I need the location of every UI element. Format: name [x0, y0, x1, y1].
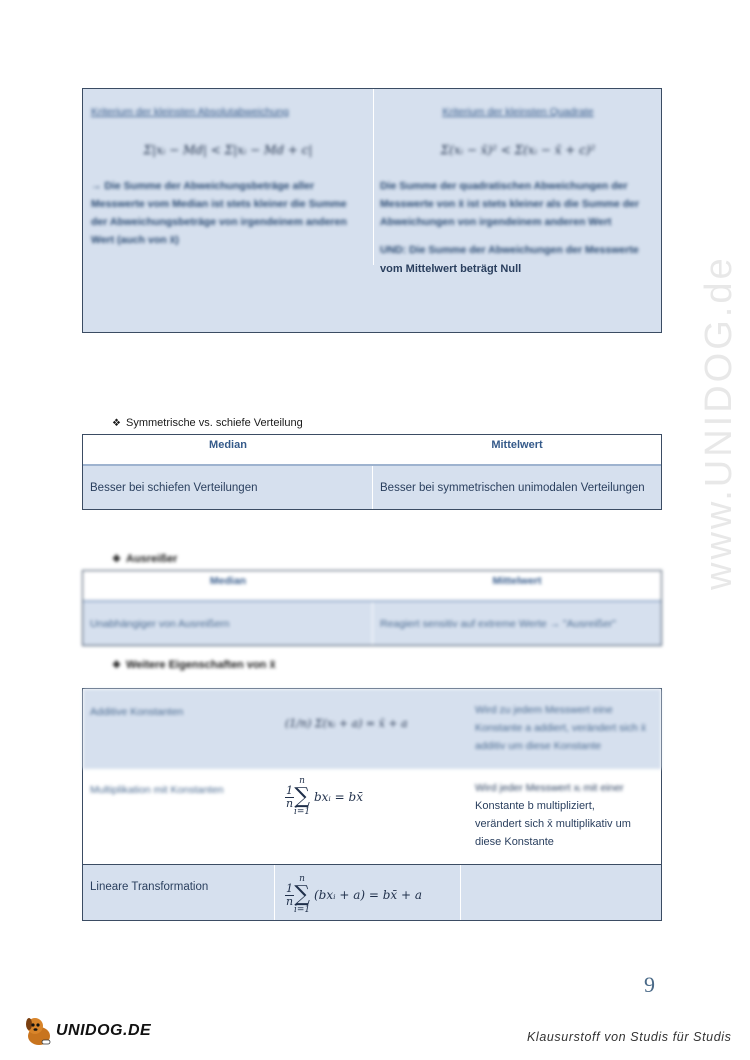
right-criterion-formula: Σ(xᵢ − x̄)² < Σ(xᵢ − x̄ + c)²: [440, 143, 596, 157]
bullet-ausreisser-text: Ausreißer: [126, 553, 178, 565]
sum-symbol: n ∑ i=1: [294, 874, 311, 915]
diamond-bullet-icon: ❖: [112, 660, 121, 671]
sum-symbol: n ∑ i=1: [294, 776, 311, 817]
ausreisser-cell-mittelwert: Reagiert sensitiv auf extreme Werte → "Ausreißer": [380, 618, 617, 630]
linear-label: Lineare Transformation: [83, 865, 275, 920]
multiplikation-formula: [281, 769, 461, 864]
footer-tagline: Klausurstoff von Studis für Studis: [527, 1030, 732, 1044]
criteria-table: [82, 88, 662, 333]
properties-table: [82, 688, 662, 921]
frac-1-over-n: $\frac{1}{n}$: [285, 881, 294, 908]
multiplikation-desc-line2: Konstante b multipliziert,: [475, 800, 595, 812]
properties-row-additive: [83, 689, 661, 769]
diamond-bullet-icon: ❖: [112, 418, 121, 429]
properties-row-linear: [83, 865, 661, 920]
multiplikation-formula-rhs: bxᵢ = bx̄: [313, 789, 363, 804]
left-blurred-block: [91, 103, 365, 249]
criteria-right-cell: [374, 89, 662, 332]
symmetric-table: [82, 434, 662, 510]
left-criterion-title: Kriterium der kleinsten Absolutabweichung: [91, 106, 289, 118]
multiplikation-desc-line3: verändert sich x̄ multiplikativ um: [475, 818, 631, 830]
multiplikation-formula-content: [285, 776, 363, 817]
frac-1-over-n: $\frac{1}{n}$: [285, 783, 294, 810]
right-criterion-text: Die Summe der quadratischen Abweichungen der Messwerte von x̄ ist stets kleiner als die Summe der Abweichungen von irgendeinem anderen Wert: [380, 180, 640, 228]
additive-description: Wird zu jedem Messwert eine Konstante a addiert, verändert sich x̄ additiv um diese Konstante: [475, 704, 647, 752]
right-criterion-und-line1: UND: Die Summe der Abweichungen der Messwerte: [380, 244, 639, 256]
multiplikation-description: [469, 769, 661, 864]
right-criterion-title: Kriterium der kleinsten Quadrate: [442, 106, 594, 118]
ausreisser-header-median: Median: [209, 575, 247, 587]
left-criterion-text: → Die Summe der Abweichungsbeträge aller Messwerte vom Median ist stets kleiner die Summe der Abweichungsbeträge von irgendeinem anderen Wert (auch von x̄): [91, 180, 347, 246]
additive-label: Additive Konstanten: [90, 706, 184, 718]
linear-formula-rhs: (bxᵢ + a) = bx̄ + a: [313, 887, 423, 902]
symmetric-cell-median: Besser bei schiefen Verteilungen: [83, 466, 373, 509]
ausreisser-header-row: [83, 571, 661, 602]
symmetric-header-mittelwert: Mittelwert: [491, 439, 543, 451]
multiplikation-label: Multiplikation mit Konstanten: [90, 784, 224, 796]
unidog-logo: [22, 1014, 152, 1048]
properties-row-multiplikation: [83, 769, 661, 865]
bullet-symmetric-text: Symmetrische vs. schiefe Verteilung: [126, 417, 303, 429]
ausreisser-header-mittelwert: Mittelwert: [492, 575, 542, 587]
bullet-eigenschaften-text: Weitere Eigenschaften von x̄: [126, 659, 276, 671]
diamond-bullet-icon: ❖: [112, 554, 121, 565]
ausreisser-table: [82, 570, 662, 646]
left-criterion-formula: Σ|xᵢ − Md| < Σ|xᵢ − Md + c|: [143, 143, 313, 157]
right-criterion-und-line2: vom Mittelwert beträgt Null: [380, 263, 522, 275]
bullet-eigenschaften: [112, 659, 276, 671]
multiplikation-desc-line4: diese Konstante: [475, 836, 554, 848]
ausreisser-cell-median: Unabhängiger von Ausreißern: [83, 602, 373, 645]
bullet-symmetric: [112, 417, 303, 429]
logo-text: UNIDOG.DE: [56, 1022, 152, 1039]
right-blurred-block: [380, 103, 656, 259]
symmetric-body-row: [83, 466, 661, 509]
multiplikation-desc-line1: Wird jeder Messwert xᵢ mit einer: [475, 782, 624, 794]
symmetric-header-row: [83, 435, 661, 466]
ausreisser-body-row: [83, 602, 661, 645]
linear-description-empty: [461, 865, 661, 920]
symmetric-cell-mittelwert: Besser bei symmetrischen unimodalen Verteilungen: [380, 482, 645, 494]
symmetric-header-median: Median: [209, 439, 247, 451]
watermark-text: www.UNIDOG.de: [698, 255, 740, 590]
page-number: 9: [644, 972, 655, 997]
dog-mascot-icon: [22, 1014, 56, 1048]
linear-formula-content: [285, 874, 423, 915]
bullet-ausreisser: [112, 553, 177, 565]
criteria-table-bottom-whiteband: [83, 265, 374, 332]
additive-formula: (1/n) Σ(xᵢ + a) = x̄ + a: [285, 717, 408, 730]
linear-formula: [275, 865, 461, 920]
